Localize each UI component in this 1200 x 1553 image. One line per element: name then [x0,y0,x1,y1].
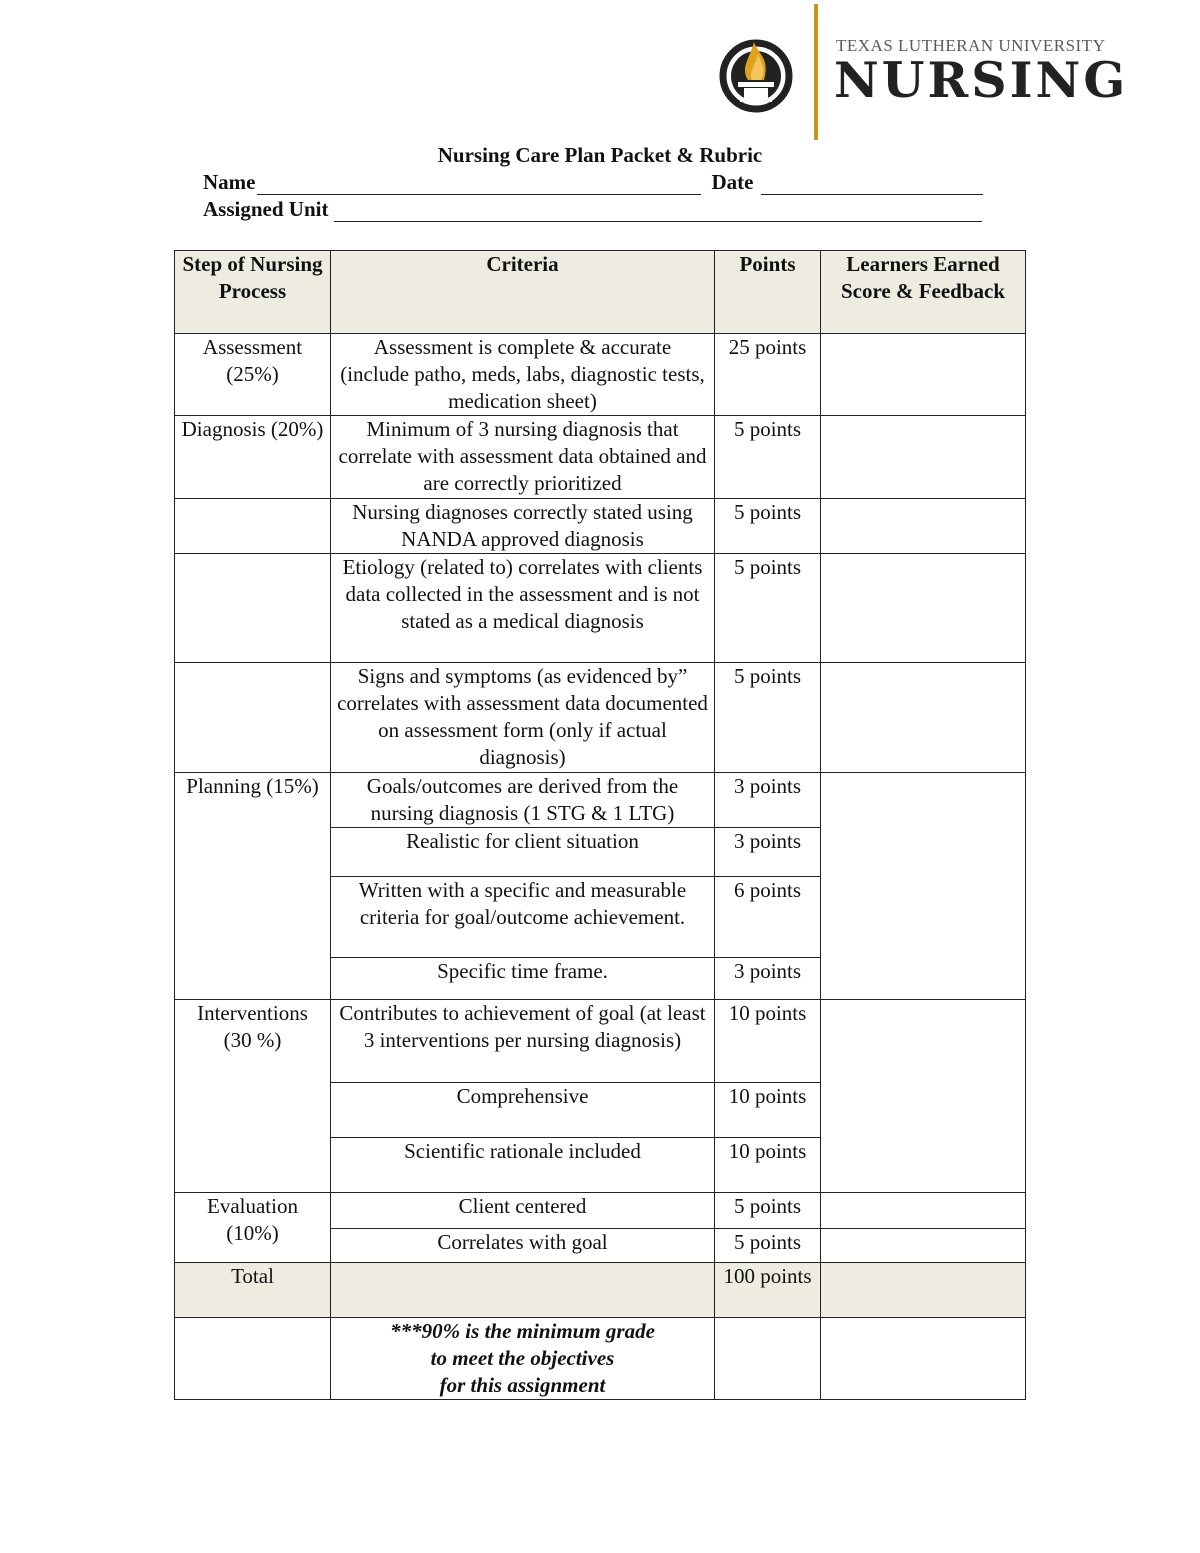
rubric-table [174,250,1026,1400]
total-feedback-cell[interactable] [821,1263,1026,1318]
criteria-cell: Assessment is complete & accurate (include patho, meds, labs, diagnostic tests, medication sheet) [331,334,715,416]
column-header-criteria: Criteria [331,251,715,334]
points-cell: 10 points [715,1083,821,1138]
table-header-row [175,251,1026,334]
step-cell: Planning (15%) [175,773,331,1000]
step-cell [175,663,331,773]
criteria-cell: Minimum of 3 nursing diagnosis that correlate with assessment data obtained and are correctly prioritized [331,416,715,499]
note-line: ***90% is the minimum grade [390,1319,655,1343]
total-points: 100 points [715,1263,821,1318]
step-cell: Diagnosis (20%) [175,416,331,499]
step-cell [175,499,331,554]
table-row [175,1000,1026,1083]
feedback-cell[interactable] [821,1229,1026,1263]
feedback-cell[interactable] [821,499,1026,554]
feedback-cell[interactable] [821,773,1026,1000]
table-row [175,663,1026,773]
table-row [175,1193,1026,1229]
criteria-cell: Comprehensive [331,1083,715,1138]
criteria-cell: Correlates with goal [331,1229,715,1263]
total-criteria-cell [331,1263,715,1318]
step-cell: Assessment (25%) [175,334,331,416]
column-header-step: Step of Nursing Process [175,251,331,334]
date-label: Date [711,170,754,194]
step-cell: Interventions (30 %) [175,1000,331,1193]
date-field[interactable] [761,176,983,195]
note-line: for this assignment [439,1373,606,1397]
criteria-cell: Etiology (related to) correlates with clients data collected in the assessment and is not stated as a medical diagnosis [331,554,715,663]
feedback-cell[interactable] [821,663,1026,773]
table-row [175,334,1026,416]
points-cell: 5 points [715,416,821,499]
note-line: to meet the objectives [430,1346,615,1370]
criteria-cell: Goals/outcomes are derived from the nursing diagnosis (1 STG & 1 LTG) [331,773,715,828]
criteria-cell: Contributes to achievement of goal (at least 3 interventions per nursing diagnosis) [331,1000,715,1083]
logo-university-name: TEXAS LUTHERAN UNIVERSITY [836,36,1106,55]
note-row [175,1318,1026,1400]
points-cell: 3 points [715,828,821,877]
feedback-cell[interactable] [821,334,1026,416]
note-step-cell [175,1318,331,1400]
column-header-points: Points [715,251,821,334]
points-cell: 3 points [715,773,821,828]
page-title: Nursing Care Plan Packet & Rubric [437,143,763,167]
points-cell: 3 points [715,958,821,1000]
criteria-cell: Scientific rationale included [331,1138,715,1193]
logo-divider [814,4,818,140]
step-cell: Evaluation (10%) [175,1193,331,1263]
table-row [175,416,1026,499]
table-row [175,554,1026,663]
criteria-cell: Nursing diagnoses correctly stated using NANDA approved diagnosis [331,499,715,554]
points-cell: 5 points [715,663,821,773]
points-cell: 6 points [715,877,821,958]
criteria-cell: Realistic for client situation [331,828,715,877]
criteria-cell: Written with a specific and measurable criteria for goal/outcome achievement. [331,877,715,958]
assigned-unit-field[interactable] [334,203,982,222]
feedback-cell[interactable] [821,1193,1026,1229]
criteria-cell: Client centered [331,1193,715,1229]
criteria-cell: Specific time frame. [331,958,715,1000]
minimum-grade-note [331,1318,715,1400]
feedback-cell[interactable] [821,1000,1026,1193]
points-cell: 10 points [715,1000,821,1083]
points-cell: 5 points [715,554,821,663]
note-feedback-cell[interactable] [821,1318,1026,1400]
assigned-unit-row [203,197,982,222]
assigned-unit-label: Assigned Unit [203,197,329,221]
name-date-row [203,170,983,195]
total-row [175,1263,1026,1318]
table-row [175,499,1026,554]
table-row [175,773,1026,828]
logo-program-name: NURSING [834,51,1129,109]
note-points-cell [715,1318,821,1400]
points-cell: 25 points [715,334,821,416]
points-cell: 5 points [715,499,821,554]
criteria-cell: Signs and symptoms (as evidenced by” correlates with assessment data documented on assessment form (only if actual diagnosis) [331,663,715,773]
name-field[interactable] [257,176,701,195]
points-cell: 10 points [715,1138,821,1193]
points-cell: 5 points [715,1229,821,1263]
feedback-cell[interactable] [821,554,1026,663]
points-cell: 5 points [715,1193,821,1229]
total-label: Total [175,1263,331,1318]
torch-flame-logo-icon [718,28,798,118]
step-cell [175,554,331,663]
column-header-feedback: Learners Earned Score & Feedback [821,251,1026,334]
name-label: Name [203,170,256,194]
feedback-cell[interactable] [821,416,1026,499]
university-logo [718,0,1158,142]
